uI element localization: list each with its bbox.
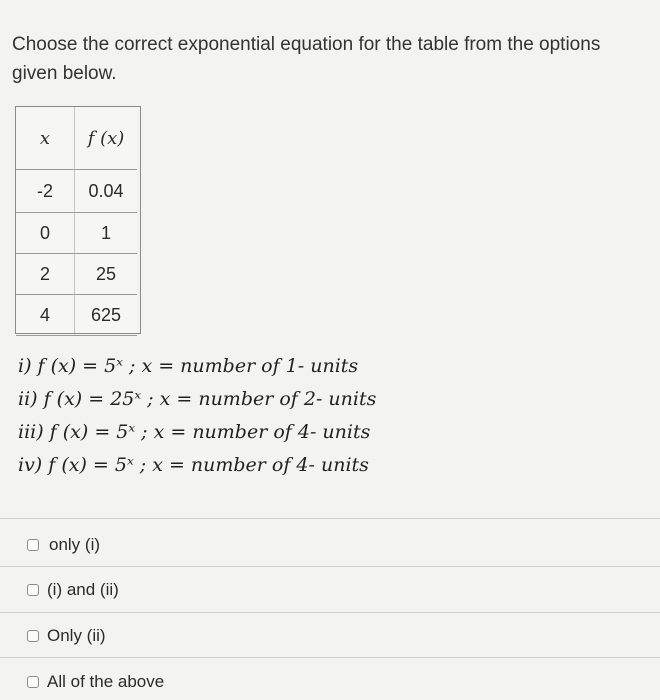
choice-i-and-ii[interactable] [27,580,119,600]
values-table [16,107,137,336]
checkbox-icon[interactable] [27,584,39,596]
table-cell: 2 [16,254,75,295]
checkbox-icon[interactable] [27,630,39,642]
table-cell: 0.04 [75,170,138,213]
table-cell: 25 [75,254,138,295]
statement-2: ii) f (x) = 25ˣ ; x = number of 2- units [18,388,377,410]
statement-1: i) f (x) = 5ˣ ; x = number of 1- units [18,355,359,377]
checkbox-icon[interactable] [27,539,39,551]
checkbox-icon[interactable] [27,676,39,688]
choice-all-of-the-above[interactable] [27,672,164,692]
table-row [16,254,137,295]
statement-list [18,350,376,482]
choice-label: All of the above [47,672,165,691]
question-text: Choose the correct exponential equation for the table from the options given below. [12,34,601,84]
table-row [16,295,137,336]
table-row [16,213,137,254]
divider [0,657,660,658]
table-header-fx: f (x) [75,107,138,170]
table-row [16,170,137,213]
choice-only-ii[interactable] [27,626,106,646]
choice-only-i[interactable] [27,535,100,555]
choice-label: Only (ii) [47,626,106,645]
choice-label: (i) and (ii) [47,580,119,599]
divider [0,518,660,519]
table-cell: 625 [75,295,138,336]
divider [0,566,660,567]
table-cell: 4 [16,295,75,336]
divider [0,612,660,613]
choice-label: only (i) [49,535,101,554]
statement-3: iii) f (x) = 5ˣ ; x = number of 4- units [18,421,371,443]
statement-4: iv) f (x) = 5ˣ ; x = number of 4- units [18,454,369,476]
table-header-x: x [16,107,75,170]
table-cell: -2 [16,170,75,213]
table-cell: 1 [75,213,138,254]
table-cell: 0 [16,213,75,254]
